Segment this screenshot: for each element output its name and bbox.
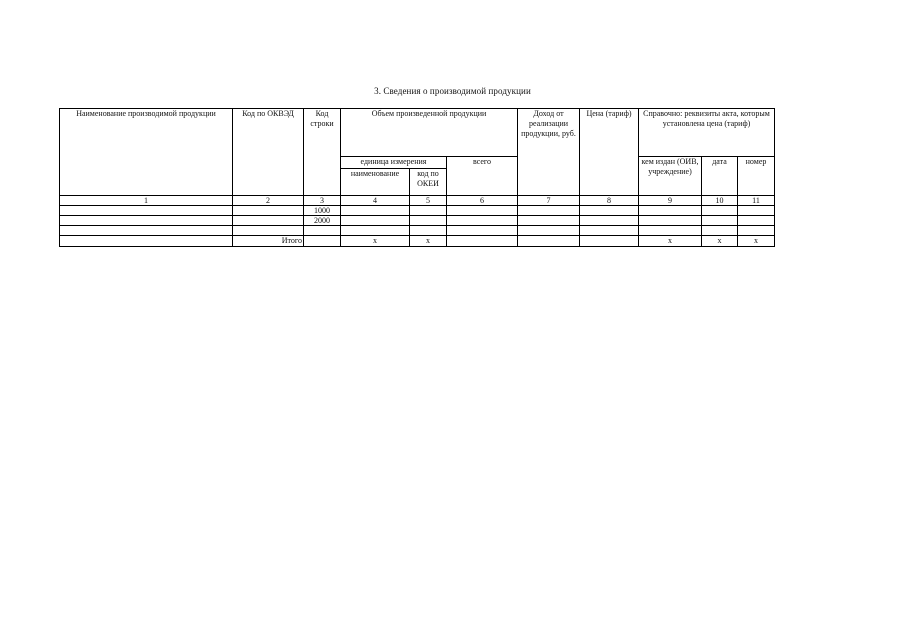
column-number-row xyxy=(60,196,775,206)
header-row-1 xyxy=(60,109,775,157)
production-table xyxy=(59,108,775,247)
total-mark: х xyxy=(738,236,775,247)
total-mark: х xyxy=(410,236,447,247)
header-total-volume: всего xyxy=(447,157,518,196)
table-row xyxy=(60,206,775,216)
total-row xyxy=(60,236,775,247)
column-number: 9 xyxy=(639,196,702,206)
table-row xyxy=(60,226,775,236)
column-number: 10 xyxy=(702,196,738,206)
column-number: 3 xyxy=(304,196,341,206)
row-code: 1000 xyxy=(304,206,341,216)
total-mark: х xyxy=(341,236,410,247)
row-code: 2000 xyxy=(304,216,341,226)
header-reference: Справочно: реквизиты акта, которым установлена цена (тариф) xyxy=(639,109,775,157)
header-date: дата xyxy=(702,157,738,196)
header-volume: Объем произведенной продукции xyxy=(341,109,518,157)
column-number: 5 xyxy=(410,196,447,206)
table-row xyxy=(60,216,775,226)
column-number: 7 xyxy=(518,196,580,206)
column-number: 8 xyxy=(580,196,639,206)
total-mark: х xyxy=(702,236,738,247)
total-label: Итого xyxy=(233,236,304,247)
header-okved-code: Код по ОКВЭД xyxy=(233,109,304,196)
header-row-code: Код строки xyxy=(304,109,341,196)
header-issuer: кем издан (ОИВ, учреждение) xyxy=(639,157,702,196)
header-number: номер xyxy=(738,157,775,196)
row-code xyxy=(304,226,341,236)
header-product-name: Наименование производимой продукции xyxy=(60,109,233,196)
column-number: 2 xyxy=(233,196,304,206)
header-unit: единица измерения xyxy=(341,157,447,169)
header-unit-name: наименование xyxy=(341,169,410,196)
column-number: 1 xyxy=(60,196,233,206)
header-price: Цена (тариф) xyxy=(580,109,639,196)
column-number: 6 xyxy=(447,196,518,206)
header-okei-code: код по ОКЕИ xyxy=(410,169,447,196)
section-title: 3. Сведения о производимой продукции xyxy=(374,86,531,96)
column-number: 4 xyxy=(341,196,410,206)
total-mark: х xyxy=(639,236,702,247)
column-number: 11 xyxy=(738,196,775,206)
header-income: Доход от реализации продукции, руб. xyxy=(518,109,580,196)
